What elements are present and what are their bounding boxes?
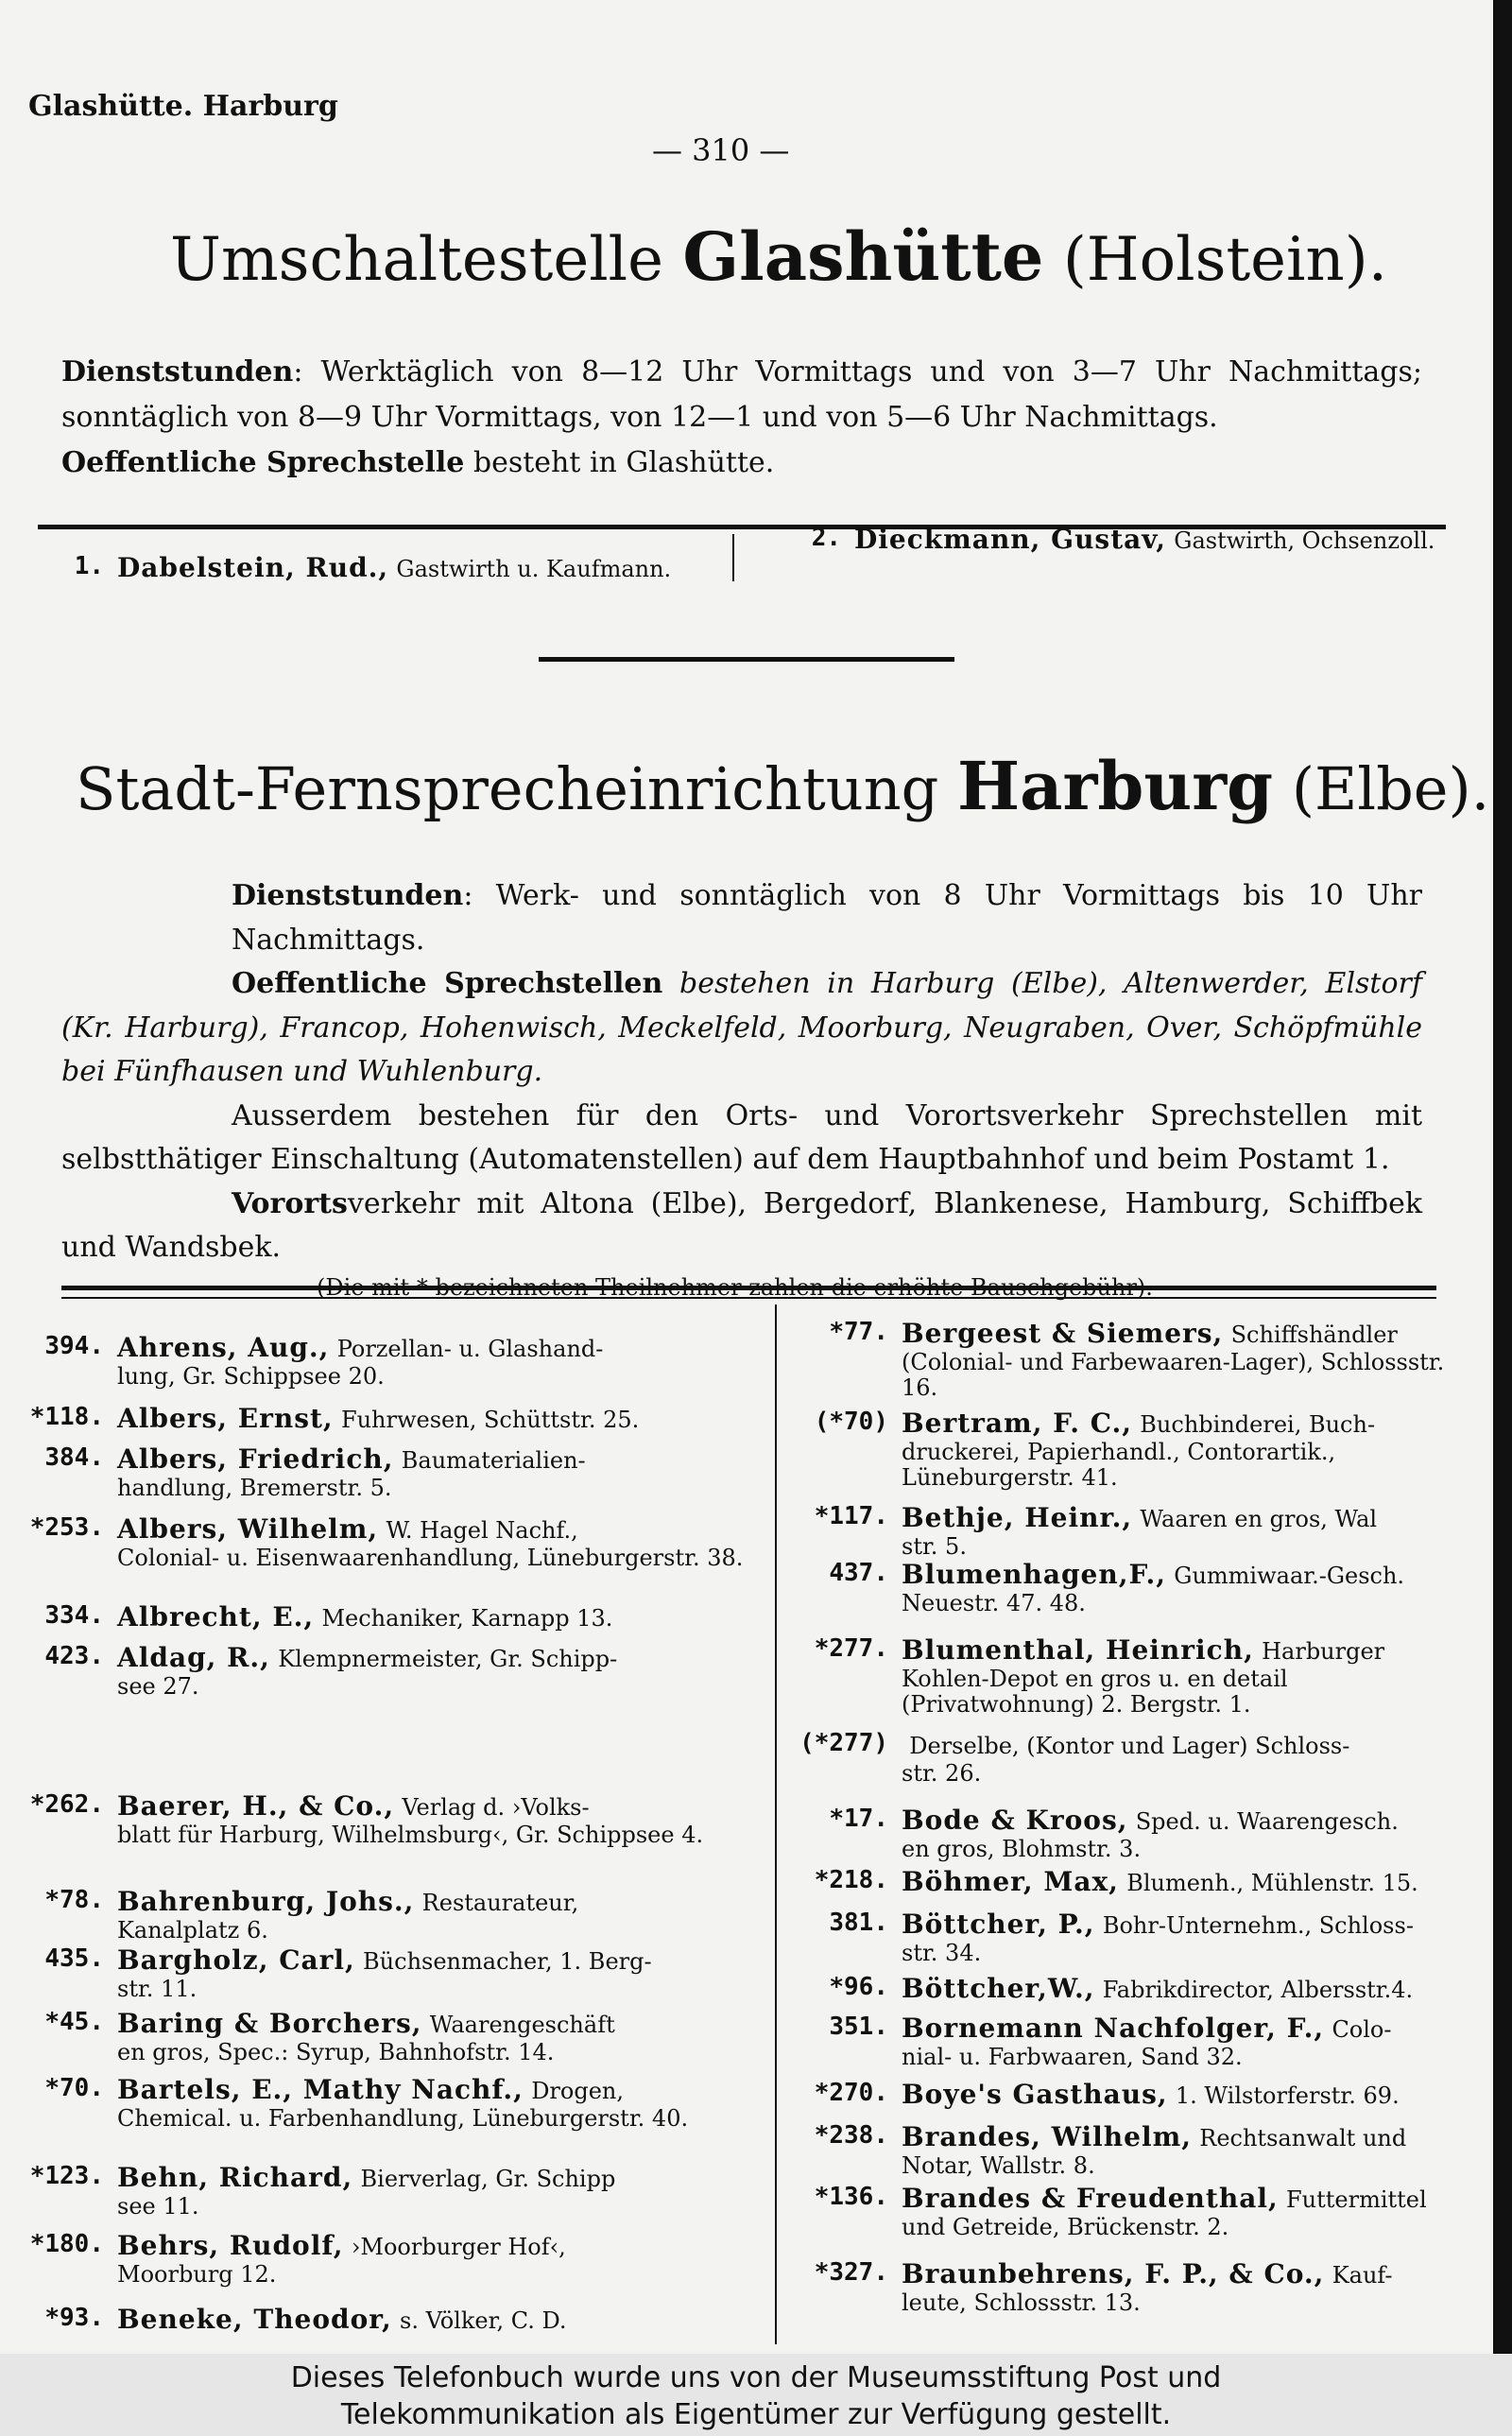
list-item: *77. Bergeest & Siemers, Schiffshändler (Colonial- und Farbewaaren-Lager), Schlossstr. 16. bbox=[829, 1318, 1445, 1402]
list-item: *270. Boye's Gasthaus, 1. Wilstorferstr. 69. bbox=[814, 2079, 1400, 2110]
list-item: 384. Albers, Friedrich, Baumaterialien- handlung, Bremerstr. 5. bbox=[44, 1443, 586, 1501]
list-item: 1. Dabelstein, Rud., Gastwirth u. Kaufmann. bbox=[74, 552, 672, 583]
list-item: 437. Blumenhagen,F., Gummiwaar.-Gesch. Neuestr. 47. 48. bbox=[829, 1559, 1405, 1616]
list-item: *70. Bartels, E., Mathy Nachf., Drogen, Chemical. u. Farbenhandlung, Lüneburgerstr. 40. bbox=[44, 2074, 689, 2132]
list-item: 351. Bornemann Nachfolger, F., Colo- nial- u. Farbwaaren, Sand 32. bbox=[829, 2013, 1392, 2070]
list-item: *218. Böhmer, Max, Blumenh., Mühlenstr. 15. bbox=[814, 1866, 1418, 1897]
list-item: *45. Baring & Borchers, Waarengeschäft en gros, Spec.: Syrup, Bahnhofstr. 14. bbox=[44, 2008, 615, 2065]
list-item: *238. Brandes, Wilhelm, Rechtsanwalt und Notar, Wallstr. 8. bbox=[814, 2121, 1407, 2179]
list-item: *253. Albers, Wilhelm, W. Hagel Nachf., Colonial- u. Eisenwaarenhandlung, Lüneburgerstr. 38. bbox=[29, 1513, 744, 1571]
running-header: Glashütte. Harburg bbox=[28, 90, 338, 123]
list-item: *17. Bode & Kroos, Sped. u. Waarengesch. en gros, Blohmstr. 3. bbox=[829, 1805, 1399, 1862]
list-item: 394. Ahrens, Aug., Porzellan- u. Glashand- lung, Gr. Schippsee 20. bbox=[44, 1332, 604, 1390]
list-item: *93. Beneke, Theodor, s. Völker, C. D. bbox=[44, 2304, 567, 2335]
column-divider bbox=[775, 1304, 777, 2344]
list-item: *78. Bahrenburg, Johs., Restaurateur, Kanalplatz 6. bbox=[44, 1886, 579, 1944]
column-divider bbox=[732, 534, 734, 581]
footer-notice: Dieses Telefonbuch wurde uns von der Museumsstiftung Post und Telekommunikation als Eigentümer zur Verfügung gestellt. bbox=[0, 2354, 1512, 2436]
list-item: *277. Blumenthal, Heinrich, Harburger Kohlen-Depot en gros u. en detail (Privatwohnung) 2. Bergstr. 1. bbox=[814, 1634, 1385, 1719]
list-item: 423. Aldag, R., Klempnermeister, Gr. Schipp- see 27. bbox=[44, 1642, 618, 1700]
list-item: *136. Brandes & Freudenthal, Futtermittel und Getreide, Brückenstr. 2. bbox=[814, 2183, 1427, 2240]
list-item: *118. Albers, Ernst, Fuhrwesen, Schüttstr. 25. bbox=[29, 1403, 640, 1434]
harburg-info: Dienststunden: Werk- und sonntäglich von 8 Uhr Vormittags bis 10 Uhr Nachmittags. Oeffentliche Sprechstellen bestehen in Harburg (Elbe), Altenwerder, Elstorf (Kr. Harburg), Francop, Hohenwisch, Meckelfeld, Moorburg, Neugraben, Over, Schöpfmühle bei Fünfhausen und Wuhlenburg. Ausserdem bestehen für den Orts- und Vorortsverkehr Sprechstellen mit selbstthätiger Einschaltung (Automatenstellen) auf dem Hauptbahnhof und beim Postamt 1. Vorortsverkehr mit Altona (Elbe), Bergedorf, Blankenese, Hamburg, Schiffbek und Wandsbek. (Die mit * bezeichneten Theilnehmer zahlen die erhöhte Bauschgebühr). bbox=[61, 879, 1422, 1301]
list-item: *96. Böttcher,W., Fabrikdirector, Albersstr.4. bbox=[829, 1973, 1414, 2004]
list-item: *180. Behrs, Rudolf, ›Moorburger Hof‹, Moorburg 12. bbox=[29, 2230, 566, 2288]
glashuette-hours: Dienststunden: Werktäglich von 8—12 Uhr Vormittags und von 3—7 Uhr Nachmittags; sonntäglich von 8—9 Uhr Vormittags, von 12—1 und von 5—6 Uhr Nachmittags. Oeffentliche Sprechstelle besteht in Glashütte. bbox=[61, 355, 1422, 479]
list-item: *123. Behn, Richard, Bierverlag, Gr. Schipp see 11. bbox=[29, 2162, 616, 2220]
list-item: 2. Dieckmann, Gustav, Gastwirth, Ochsenzoll. bbox=[811, 524, 1435, 555]
section-title-harburg: Stadt-Fernsprecheinrichtung Harburg (Elbe). bbox=[76, 747, 1490, 825]
page-number: — 310 — bbox=[652, 132, 790, 168]
list-item: *117. Bethje, Heinr., Waaren en gros, Wal str. 5. bbox=[814, 1502, 1378, 1560]
section-divider bbox=[539, 657, 954, 662]
list-item: 334. Albrecht, E., Mechaniker, Karnapp 13. bbox=[44, 1601, 613, 1633]
divider bbox=[61, 1297, 1436, 1299]
list-item: (*277) Derselbe, (Kontor und Lager) Schloss- str. 26. bbox=[799, 1729, 1350, 1787]
list-item: 381. Böttcher, P., Bohr-Unternehm., Schloss- str. 34. bbox=[829, 1909, 1414, 1966]
list-item: (*70) Bertram, F. C., Buchbinderei, Buch- druckerei, Papierhandl., Contorartik., Lüneburgerstr. 41. bbox=[814, 1408, 1376, 1492]
divider bbox=[61, 1286, 1436, 1290]
list-item: *327. Braunbehrens, F. P., & Co., Kauf- leute, Schlossstr. 13. bbox=[814, 2258, 1393, 2316]
list-item: 435. Bargholz, Carl, Büchsenmacher, 1. Berg- str. 11. bbox=[44, 1944, 652, 2002]
list-item: *262. Baerer, H., & Co., Verlag d. ›Volks- blatt für Harburg, Wilhelmsburg‹, Gr. Schippsee 4. bbox=[29, 1790, 704, 1848]
section-title-glashuette: Umschaltestelle Glashütte (Holstein). bbox=[170, 217, 1388, 296]
